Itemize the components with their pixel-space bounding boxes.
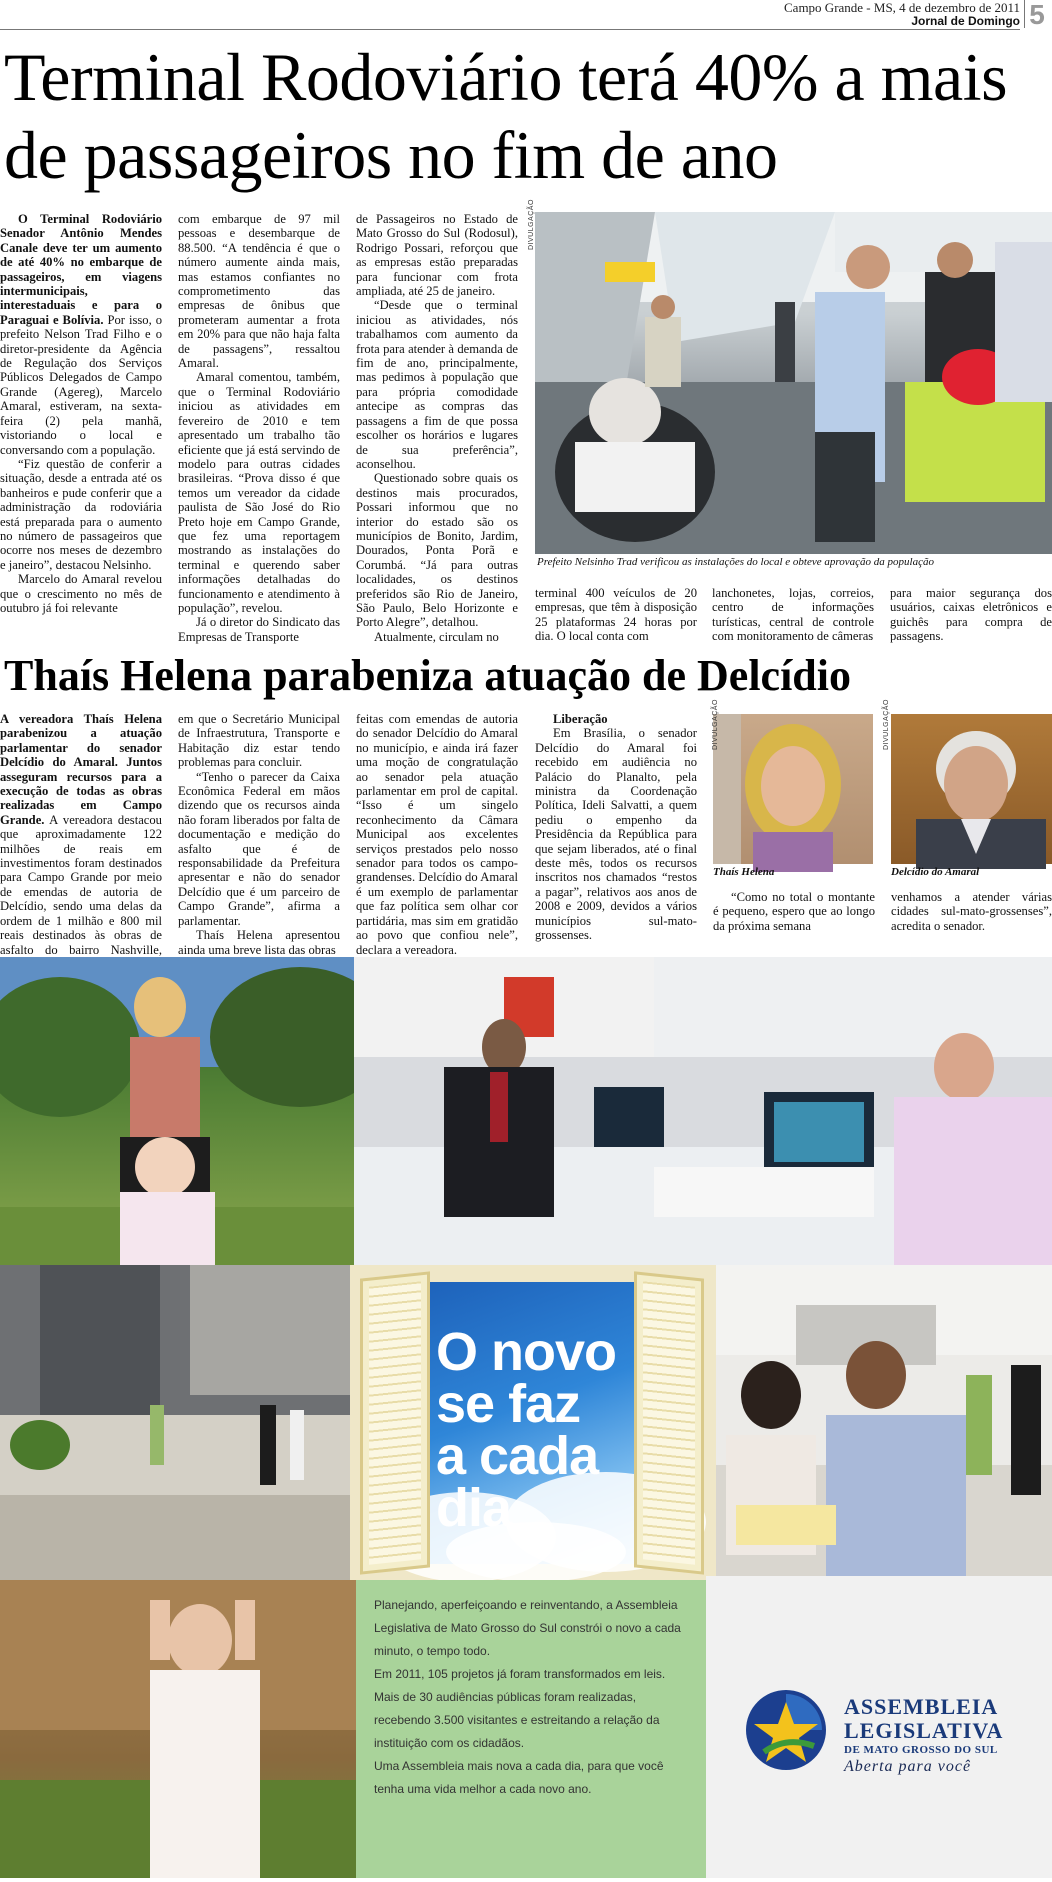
article2-col3-p1: feitas com emendas de autoria do senador Delcídio do Amaral no município, e ainda irá fazer uma moção de congratulação ao senador pela atuação parlamentar em prol de capital. “Isso é um singelo reconhecimento da Câmara Municipal aos excelentes serviços prestados pelo nosso senador para todos os campo-grandenses. Delcídio do Amaral é um exemplo de parlamentar que faz política sem olhar cor partidária, mas sim em gratidão ao povo que confiou nele”, declara a vereadora. <box>356 712 518 957</box>
ad-slogan-line1: O novo <box>436 1322 616 1382</box>
ad-body-p2: Em 2011, 105 projetos já foram transformados em leis. <box>374 1667 666 1681</box>
article1-col1-p2: “Fiz questão de conferir a situação, desde a entrada até os banheiros e pude conferir que a administração da rodoviária está preparada para o aumento no número de passageiros que ocorre nos meses de dezembro e janeiro”, destacou Nelsinho. <box>0 456 162 572</box>
article2-col1-p1: A vereadora destacou que aproximadamente 122 milhões de reais em investimentos foram destinados para Campo Grande por meio de emendas de autoria de Delcídio, sendo uma delas da ordem de 1 milhão e 800 mil reais destinados às obras de asfalto do bairro Nashville, <box>0 812 162 957</box>
ad-body-p3: Mais de 30 audiências públicas foram realizadas, recebendo 3.500 visitantes e estreitando a relação da instituição com os cidadãos. <box>374 1690 660 1750</box>
delcidio-photo-art <box>891 714 1052 864</box>
ad-photo-building-art <box>0 1265 350 1580</box>
ad-logo-panel <box>706 1576 1052 1878</box>
article1-col2-p2: Amaral comentou, também, que o Terminal Rodoviário iniciou as atividades em fevereiro de 2010 e tem apresentado um trabalho tão eficiente que já está servindo de modelo para outras cidades brasileiras. “Prova disso é que temos um vereador da cidade paulista de São José do Rio Preto hoje em Campo Grande, que fez uma reportagem mostrando as instalações do terminal e querendo saber informações detalhadas do funcionamento e atendimento à população”, revelou. <box>178 370 340 615</box>
article1-col2-p3: Já o diretor do Sindicato das Empresas de Transporte <box>178 615 340 644</box>
article1-col2-p1: com embarque de 97 mil pessoas e desembarque de 88.500. “A tendência é que o número aumente ainda mais, mas estamos confiantes no comprometimento das empresas de ônibus que prometeram aumentar a frota em 20% para que não haja falta de passagens”, ressaltou Amaral. <box>178 212 340 371</box>
article2-col2-p3: Thaís Helena apresentou ainda uma breve lista das obras <box>178 928 340 957</box>
ad-left-shutter <box>360 1271 430 1574</box>
ad-slogan-line2: se faz <box>436 1374 581 1434</box>
article1-column-2 <box>178 212 340 646</box>
ad-slogan-line3: a cada <box>436 1426 599 1486</box>
ad-body-p1: Planejando, aperfeiçoando e reinventando, a Assembleia Legislativa de Mato Grosso do Sul constrói o novo a cada minuto, o tempo todo. <box>374 1598 681 1658</box>
thais-helena-photo-art <box>713 714 873 864</box>
article1-col6-text: para maior segurança dos usuários, caixas eletrônicos e guichês para compra de passagens. <box>890 586 1052 644</box>
photo-credit: DIVULGAÇÃO <box>528 199 535 250</box>
article2-column-6 <box>891 890 1052 940</box>
ad-slogan-line4: dia <box>436 1478 512 1538</box>
article1-col1-p3: Marcelo do Amaral revelou que o crescimento no mês de outubro já foi relevante <box>0 572 162 615</box>
logo-line2: LEGISLATIVA <box>844 1718 1004 1743</box>
ad-photo-mother-baby <box>0 957 354 1265</box>
ad-body <box>356 1580 706 1878</box>
article2-col5-text: “Como no total o montante é pequeno, espero que ao longo da próxima semana <box>713 890 875 933</box>
article1-col3-p4: Atualmente, circulam no <box>374 629 499 644</box>
thais-helena-caption: Thaís Helena <box>713 866 775 878</box>
delcidio-caption: Delcídio do Amaral <box>891 866 980 878</box>
article1-col5-text: lanchonetes, lojas, correios, centro de informações turísticas, central de controle com monitoramento de câmeras <box>712 586 874 644</box>
ad-photo-mother-baby-art <box>0 957 354 1265</box>
article2-column-4 <box>535 712 697 943</box>
assembleia-logo-icon <box>744 1688 828 1772</box>
article2-col4-p1: Em Brasília, o senador Delcídio do Amaral foi recebido em audiência no Palácio do Planalto, pela ministra da Coordenação Política, Ideli Salvatti, a quem pediu o empenho da Presidência da República para que sejam liberados, até o final deste mês, todos os recursos inscritos nos chamados “restos a pagar”, relativos aos anos de 2008 e 2009, devidos a vários municípios sul-mato-grossenses. <box>535 726 697 943</box>
ad-photo-building <box>0 1265 350 1580</box>
article2-column-1 <box>0 712 162 957</box>
article1-column-3 <box>356 212 518 646</box>
ad-body-p4: Uma Assembleia mais nova a cada dia, para que você tenha uma vida melhor a cada novo ano. <box>374 1759 664 1796</box>
article2-headline: Thaís Helena parabeniza atuação de Delcídio <box>4 651 851 700</box>
ad-slogan <box>436 1322 666 1538</box>
photo-credit-2: DIVULGAÇÃO <box>712 699 719 750</box>
article1-headline: Terminal Rodoviário terá 40% a mais de passageiros no fim de ano <box>4 39 1008 193</box>
ad-photo-team-art <box>716 1265 1052 1576</box>
article1-column-4 <box>535 586 697 646</box>
article2-column-3 <box>356 712 518 957</box>
newspaper-name: Jornal de Domingo <box>911 14 1020 28</box>
article1-lead: O Terminal Rodoviário Senador Antônio Mendes Canale deve ter um aumento de até 40% no embarque de passageiros, em viagens intermunicipais, interestaduais e para o Paraguai e Bolívia. <box>0 212 162 327</box>
article1-column-6 <box>890 586 1052 646</box>
photo-credit-3: DIVULGAÇÃO <box>883 699 890 750</box>
header-rule <box>0 29 1020 30</box>
article2-col6-text: venhamos a atender várias cidades sul-mato-grossenses”, acredita o senador. <box>891 890 1052 933</box>
article2-col2-p1: em que o Secretário Municipal de Infraestrutura, Transporte e Habitação diz estar tendo problemas para concluir. <box>178 712 340 770</box>
logo-line1: ASSEMBLEIA <box>844 1694 999 1719</box>
ad-photo-baby <box>0 1580 356 1878</box>
terminal-photo-art <box>535 212 1052 554</box>
article1-col3-p2: “Desde que o terminal iniciou as atividades, nós trabalhamos com aumento da frota para atender à demanda de fim de ano, principalmente, mas pedimos à população que para própria comodidade antecipe as compras das passagens a fim de que possa escolher os horários e lugares de sua preferência”, aconselhou. <box>356 298 518 471</box>
article2-column-2 <box>178 712 340 957</box>
article1-col4-text: terminal 400 veículos de 20 empresas, que têm à disposição 25 plataformas 24 horas por dia. O local conta com <box>535 586 697 644</box>
terminal-photo-caption: Prefeito Nelsinho Trad verificou as instalações do local e obteve aprovação da população <box>537 556 934 568</box>
logo-line3: DE MATO GROSSO DO SUL <box>844 1744 998 1756</box>
article1-col3-p3: Questionado sobre quais os destinos mais procurados, Possari informou que no interior do estado são os municípios de Bonito, Jardim, Dourados, Ponta Porã e Corumbá. “Já para outras localidades, os destinos preferidos são Rio de Janeiro, São Paulo, Belo Horizonte e Porto Alegre”, detalhou. <box>356 471 518 630</box>
ad-photo-office <box>354 957 1052 1265</box>
logo-tagline: Aberta para você <box>844 1758 972 1775</box>
page-number: 5 <box>1029 0 1045 30</box>
issue-date: Campo Grande - MS, 4 de dezembro de 2011 <box>784 0 1020 15</box>
ad-photo-team <box>716 1265 1052 1576</box>
thais-helena-photo <box>713 714 873 864</box>
article2-subhead: Liberação <box>553 712 608 726</box>
article2-col2-p2: “Tenho o parecer da Caixa Econômica Federal em mãos dizendo que os recursos ainda não foram liberados por falta de documentação e medição do asfalto que é de responsabilidade da Prefeitura apresentar e não do senador Delcídio que é um parceiro de Campo Grande”, afirma a parlamentar. <box>178 769 340 928</box>
ad-photo-office-art <box>354 957 1052 1265</box>
article1-column-1 <box>0 212 162 646</box>
article1-col3-p1: de Passageiros no Estado de Mato Grosso do Sul (Rodosul), Rodrigo Possari, reforçou que as empresas estão preparadas para funcionar com frota ampliada, até 25 de janeiro. <box>356 212 518 299</box>
article2-lead: A vereadora Thaís Helena parabenizou a atuação parlamentar do senador Delcídio do Amaral. Juntos asseguram recursos para a execução de todas as obras realizadas em Campo Grande. <box>0 712 162 827</box>
article1-column-5 <box>712 586 874 646</box>
delcidio-photo <box>891 714 1052 864</box>
article1-col1-p1: Por isso, o prefeito Nelson Trad Filho e o diretor-presidente da Agência de Regulação dos Serviços Públicos Delegados de Campo Grande (Agereg), Marcelo Amaral, estiveram, na sexta-feira (2) pela manhã, vistoriando o local e conversando com a população. <box>0 312 163 457</box>
article2-column-5 <box>713 890 875 940</box>
terminal-photo <box>535 212 1052 554</box>
ad-photo-baby-art <box>0 1580 356 1878</box>
